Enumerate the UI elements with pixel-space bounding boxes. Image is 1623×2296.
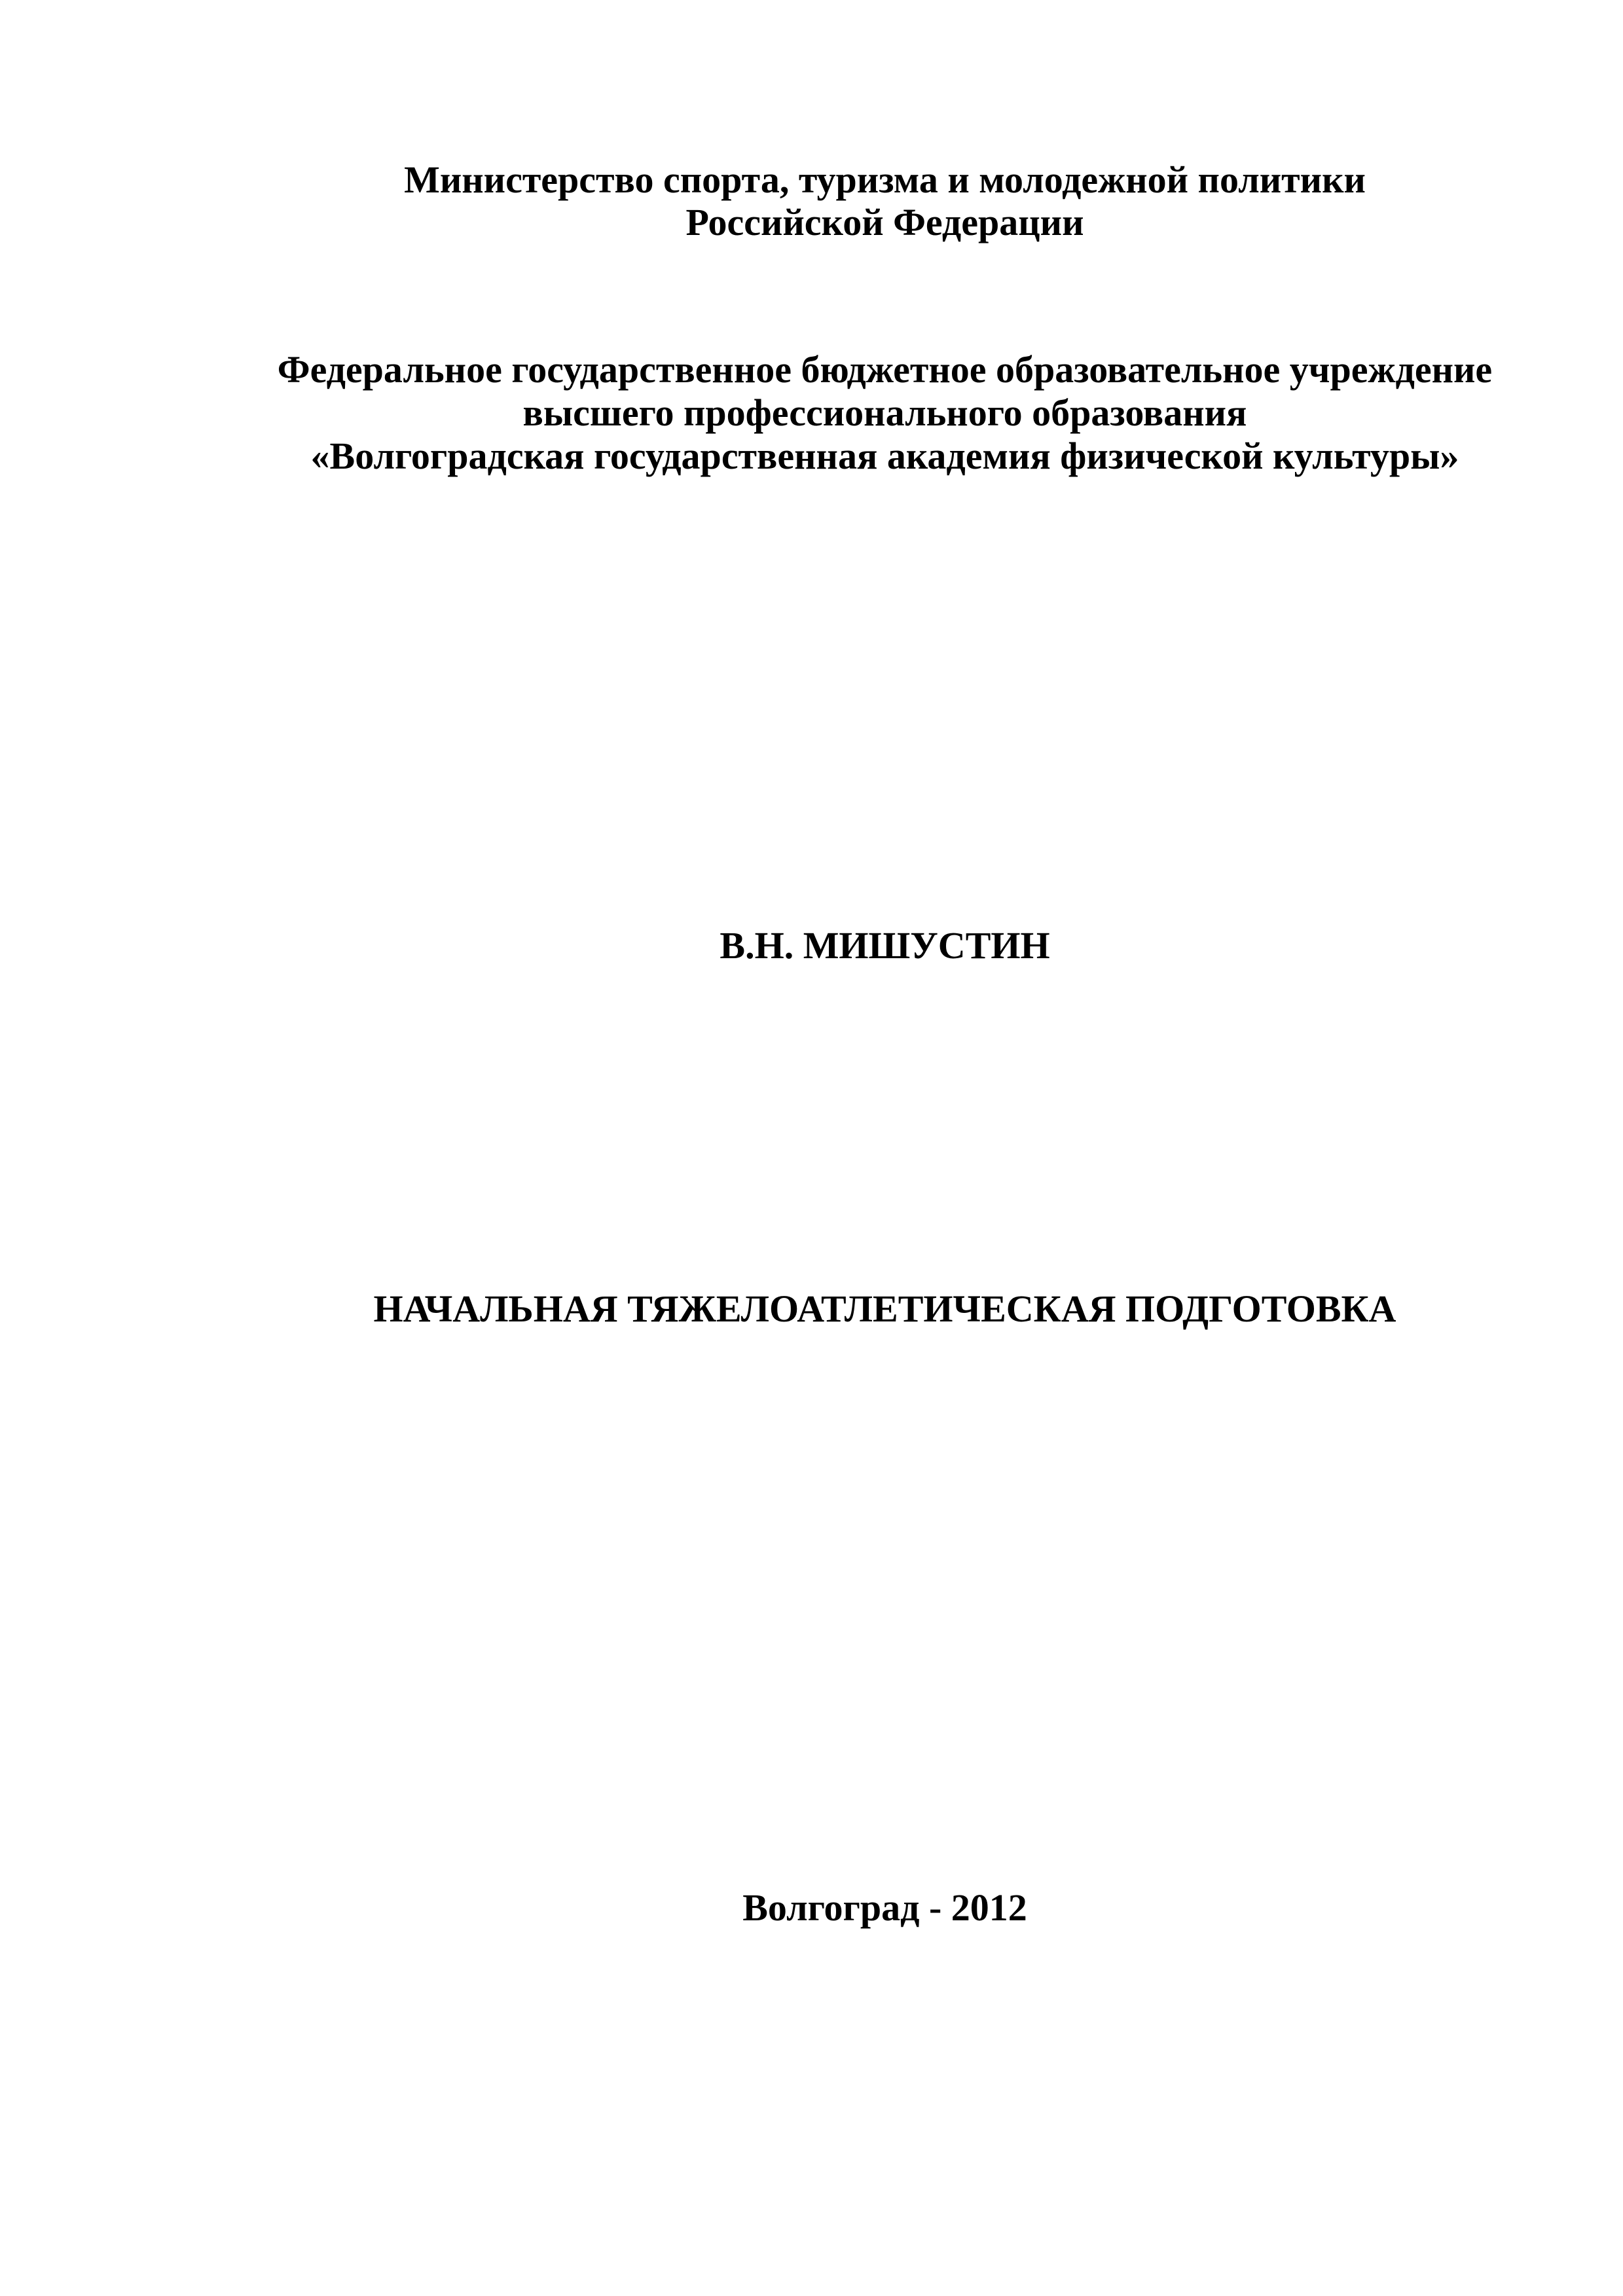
ministry-line-2: Российской Федерации bbox=[685, 201, 1084, 243]
ministry-line-1: Министерство спорта, туризма и молодежной политики bbox=[404, 158, 1366, 201]
institution-line-2: высшего профессионального образования bbox=[522, 391, 1247, 434]
institution-line-1: Федеральное государственное бюджетное образовательное учреждение bbox=[277, 348, 1493, 391]
document-title: НАЧАЛЬНАЯ ТЯЖЕЛОАТЛЕТИЧЕСКАЯ ПОДГОТОВКА bbox=[373, 1287, 1396, 1330]
institution-line-3: «Волгоградская государственная академия физической культуры» bbox=[310, 435, 1459, 477]
author-name: В.Н. МИШУСТИН bbox=[720, 924, 1050, 967]
place-year: Волгоград - 2012 bbox=[742, 1886, 1027, 1929]
